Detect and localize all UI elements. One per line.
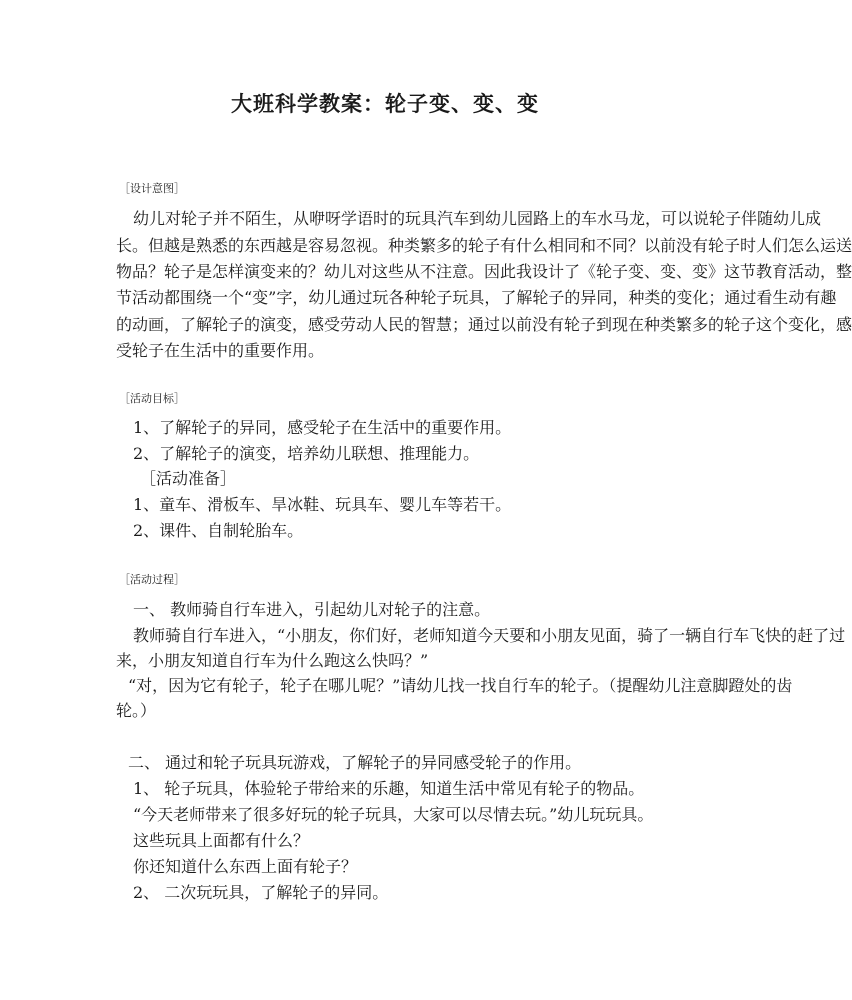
process-line-3: 来，小朋友知道自行车为什么跑这么快吗？” — [116, 651, 429, 670]
process-line-8: “今天老师带来了很多好玩的轮子玩具，大家可以尽情去玩。”幼儿玩玩具。 — [133, 805, 654, 824]
process-line-11: 2、 二次玩玩具，了解轮子的异同。 — [133, 883, 389, 902]
section-heading-process: ［活动过程］ — [119, 573, 185, 586]
prep-item-1: 1、童车、滑板车、旱冰鞋、玩具车、婴儿车等若干。 — [133, 495, 512, 514]
design-line-5: 的动画，了解轮子的演变，感受劳动人民的智慧；通过以前没有轮子到现在种类繁多的轮子这个变化，感 — [116, 315, 852, 334]
process-step-1-title: 一、 教师骑自行车进入，引起幼儿对轮子的注意。 — [133, 600, 491, 619]
process-line-10: 你还知道什么东西上面有轮子？ — [133, 857, 358, 876]
design-line-3: 物品？轮子是怎样演变来的？幼儿对这些从不注意。因此我设计了《轮子变、变、变》这节教育活动，整 — [116, 262, 852, 281]
process-line-4: “对，因为它有轮子，轮子在哪儿呢？”请幼儿找一找自行车的轮子。（提醒幼儿注意脚蹬处的齿 — [128, 676, 793, 695]
goal-item-2: 2、了解轮子的演变，培养幼儿联想、推理能力。 — [133, 444, 480, 463]
prep-item-2: 2、课件、自制轮胎车。 — [133, 521, 304, 540]
section-heading-prep: ［活动准备］ — [140, 469, 237, 488]
goal-item-1: 1、了解轮子的异同，感受轮子在生活中的重要作用。 — [133, 418, 512, 437]
design-line-4: 节活动都围绕一个“变”字，幼儿通过玩各种轮子玩具，了解轮子的异同，种类的变化；通过看生动有趣 — [116, 288, 837, 307]
design-line-6: 受轮子在生活中的重要作用。 — [116, 341, 325, 360]
process-step-2-title: 二、 通过和轮子玩具玩游戏，了解轮子的异同感受轮子的作用。 — [128, 753, 582, 772]
section-heading-design: ［设计意图］ — [119, 182, 185, 195]
process-line-5: 轮。） — [116, 701, 157, 720]
process-line-9: 这些玩具上面都有什么？ — [133, 831, 310, 850]
design-line-1: 幼儿对轮子并不陌生，从咿呀学语时的玩具汽车到幼儿园路上的车水马龙，可以说轮子伴随幼儿成 — [133, 209, 822, 228]
section-heading-goals: ［活动目标］ — [119, 392, 185, 405]
page-title: 大班科学教案：轮子变、变、变 — [231, 92, 539, 116]
process-line-2: 教师骑自行车进入，“小朋友，你们好，老师知道今天要和小朋友见面，骑了一辆自行车飞快的赶了过 — [133, 626, 846, 645]
design-line-2: 长。但越是熟悉的东西越是容易忽视。种类繁多的轮子有什么相同和不同？以前没有轮子时人们怎么运送 — [116, 236, 852, 255]
process-line-7: 1、 轮子玩具，体验轮子带给来的乐趣，知道生活中常见有轮子的物品。 — [133, 779, 645, 798]
